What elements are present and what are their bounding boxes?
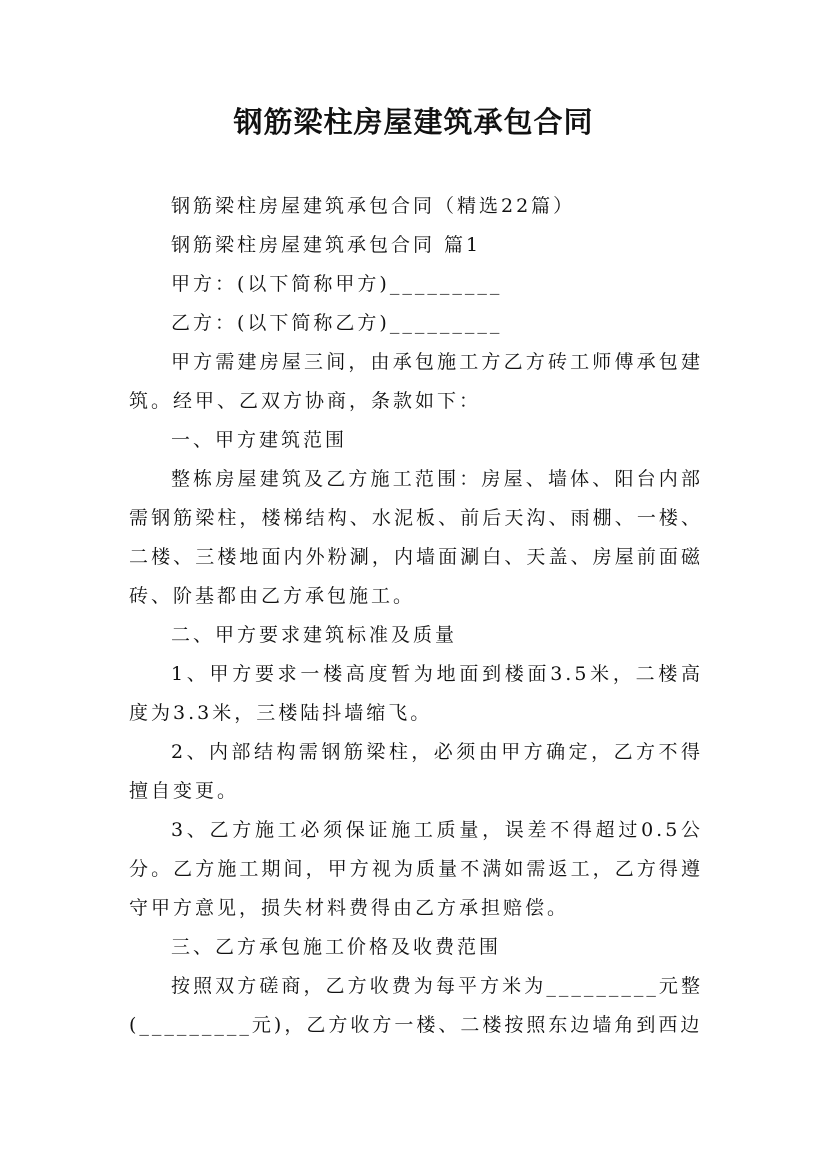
document-body (129, 187, 703, 1045)
document-title: 钢筋梁柱房屋建筑承包合同 (233, 105, 594, 139)
body-paragraph: 3、乙方施工必须保证施工质量，误差不得超过0.5公分。乙方施工期间，甲方视为质量不满如需返工，乙方得遵守甲方意见，损失材料费得由乙方承担赔偿。 (129, 819, 703, 919)
body-paragraph: 2、内部结构需钢筋梁柱，必须由甲方确定，乙方不得擅自变更。 (129, 741, 703, 802)
body-paragraph: 整栋房屋建筑及乙方施工范围：房屋、墙体、阳台内部需钢筋梁柱，楼梯结构、水泥板、前后天沟、雨棚、一楼、二楼、三楼地面内外粉涮，内墙面涮白、天盖、房屋前面磁砖、阶基都由乙方承包施工。 (129, 468, 703, 607)
clause-heading: 三、乙方承包施工价格及收费范围 (171, 936, 502, 958)
body-paragraph: 按照双方磋商，乙方收费为每平方米为_________元整(_________元)，乙方收方一楼、二楼按照东边墙角到西边 (129, 975, 703, 1036)
body-paragraph: 1、甲方要求一楼高度暂为地面到楼面3.5米，二楼高度为3.3米，三楼陆抖墙缩飞。 (129, 663, 703, 724)
clause-heading: 二、甲方要求建筑标准及质量 (171, 624, 458, 646)
party-b-line: 乙方：(以下简称乙方)_________ (171, 312, 503, 334)
section-heading: 钢筋梁柱房屋建筑承包合同 篇1 (171, 234, 482, 256)
clause-heading: 一、甲方建筑范围 (171, 429, 348, 451)
party-a-line: 甲方：(以下简称甲方)_________ (171, 273, 503, 295)
body-paragraph: 甲方需建房屋三间，由承包施工方乙方砖工师傅承包建筑。经甲、乙双方协商，条款如下： (129, 351, 703, 412)
doc-subtitle: 钢筋梁柱房屋建筑承包合同（精选22篇） (171, 195, 576, 217)
